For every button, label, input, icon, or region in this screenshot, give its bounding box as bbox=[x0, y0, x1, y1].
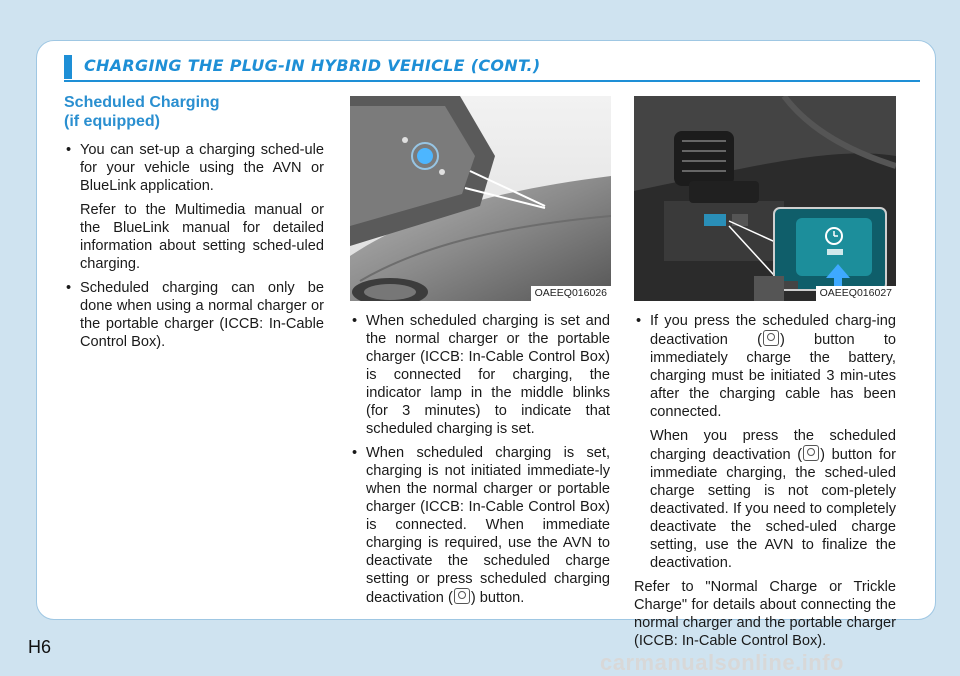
figure-code: OAEEQ016027 bbox=[816, 286, 896, 301]
paragraph-refer: Refer to "Normal Charge or Trickle Charge" for details about connecting the normal charger and the portable charger (ICCB: In-Cable Control Box). bbox=[634, 579, 896, 649]
section-heading bbox=[64, 93, 324, 131]
column-right bbox=[634, 312, 896, 650]
title-rule bbox=[64, 80, 920, 82]
text-part: ) button to immediately charge the battery, charging must be initiated 3 min-utes after the charging cable has been connected. bbox=[650, 332, 896, 420]
bullet-immediate-charging bbox=[350, 444, 610, 607]
column-left bbox=[64, 93, 324, 357]
text-part: If you press the scheduled charg-ing deactivation ( bbox=[650, 313, 896, 348]
dashboard-illustration bbox=[634, 96, 896, 301]
bullet-press-deactivation bbox=[634, 312, 896, 421]
text-part: ) button. bbox=[470, 590, 525, 606]
column-middle bbox=[350, 312, 610, 613]
car-hood-illustration bbox=[350, 96, 611, 301]
text-part: ) button for immediate charging, the sched-uled charge setting is not com-pletely deactivated. If you need to completely deactivate the sched-uled charge setting, use the AVN to finalize the deactivation. bbox=[650, 447, 896, 571]
section-heading-line2: (if equipped) bbox=[64, 113, 160, 130]
text-part: When scheduled charging is set, charging is not initiated immediate-ly when the normal charger or portable charger (ICCB: In-Cable Control Box) is connected. When immediate charging is required, use the AVN to deactivate the scheduled charge setting or press scheduled charging deactivation ( bbox=[366, 445, 610, 606]
deactivation-button-icon bbox=[454, 588, 470, 604]
bullet-charger-type: • Scheduled charging can only be done when using a normal charger or the portable charger (ICCB: In-Cable Control Box). bbox=[64, 279, 324, 351]
deactivation-button-icon bbox=[763, 330, 779, 346]
note-not-fully-deactivated bbox=[634, 427, 896, 572]
text-part: When you press the scheduled charging deactivation ( bbox=[650, 428, 896, 463]
section-heading-line1: Scheduled Charging bbox=[64, 94, 220, 111]
watermark: carmanualsonline.info bbox=[600, 650, 844, 675]
figure-indicator-lamp bbox=[350, 96, 611, 301]
bullet-indicator-blinks: • When scheduled charging is set and the normal charger or the portable charger (ICCB: In-Cable Control Box) is connected for charging, the indicator lamp in the middle blinks (for 3 minutes) to indicate that scheduled charging is set. bbox=[350, 312, 610, 438]
page-title: CHARGING THE PLUG-IN HYBRID VEHICLE (CONT.) bbox=[84, 56, 541, 75]
title-accent-bar bbox=[64, 55, 72, 79]
note-refer-manual: Refer to the Multimedia manual or the BlueLink manual for detailed information about setting sched-uled charging. bbox=[80, 202, 324, 272]
figure-deactivation-button bbox=[634, 96, 896, 301]
deactivation-button-icon bbox=[803, 445, 819, 461]
bullet-setup: • You can set-up a charging sched-ule for your vehicle using the AVN or BlueLink application. bbox=[64, 141, 324, 195]
page-number: H6 bbox=[28, 637, 52, 657]
figure-code: OAEEQ016026 bbox=[531, 286, 611, 301]
